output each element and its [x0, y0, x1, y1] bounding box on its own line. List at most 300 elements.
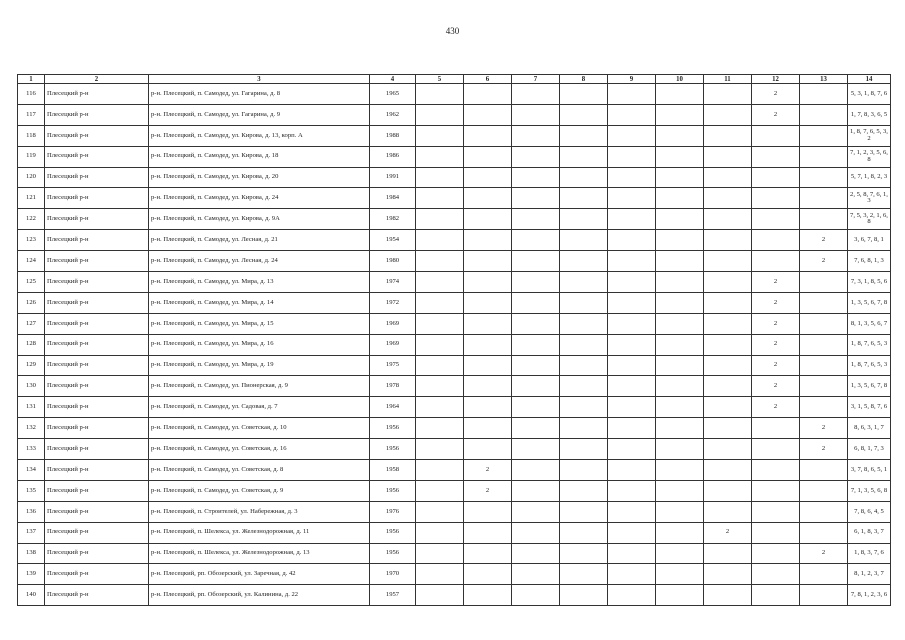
cell-col-12: 2: [752, 84, 800, 105]
cell-year: 1984: [370, 188, 416, 209]
cell-col-11: [704, 251, 752, 272]
cell-col-13: [800, 188, 848, 209]
cell-col-7: [512, 501, 560, 522]
table-row: [18, 397, 891, 418]
cell-year: 1956: [370, 543, 416, 564]
cell-address: р-н. Плесецкий, рп. Обозерский, ул. Калинина, д. 22: [149, 585, 370, 606]
cell-col-8: [560, 522, 608, 543]
cell-col-12: [752, 125, 800, 146]
cell-col-9: [608, 84, 656, 105]
cell-col-6: [464, 272, 512, 293]
cell-col-5: [416, 480, 464, 501]
cell-col-11: [704, 418, 752, 439]
cell-col-8: [560, 439, 608, 460]
cell-col-10: [656, 104, 704, 125]
cell-col-14: 1, 8, 7, 6, 5, 3: [848, 334, 891, 355]
cell-col-13: [800, 292, 848, 313]
cell-col-14: 7, 3, 1, 8, 5, 6: [848, 272, 891, 293]
cell-district: Плесецкий р-н: [45, 460, 149, 481]
cell-col-13: 2: [800, 230, 848, 251]
column-header-9: 9: [608, 75, 656, 84]
column-header-12: 12: [752, 75, 800, 84]
cell-address: р-н. Плесецкий, п. Самодед, ул. Кирова, д. 24: [149, 188, 370, 209]
cell-row-number: 127: [18, 313, 45, 334]
cell-year: 1965: [370, 84, 416, 105]
cell-col-12: [752, 230, 800, 251]
cell-col-11: [704, 376, 752, 397]
cell-col-14: 3, 1, 5, 8, 7, 6: [848, 397, 891, 418]
cell-col-11: [704, 543, 752, 564]
cell-row-number: 122: [18, 209, 45, 230]
cell-row-number: 116: [18, 84, 45, 105]
cell-col-9: [608, 397, 656, 418]
table-row: [18, 313, 891, 334]
cell-row-number: 118: [18, 125, 45, 146]
cell-col-14: 7, 8, 1, 2, 3, 6: [848, 585, 891, 606]
cell-col-5: [416, 397, 464, 418]
cell-year: 1956: [370, 418, 416, 439]
cell-col-12: 2: [752, 313, 800, 334]
cell-col-9: [608, 104, 656, 125]
cell-col-5: [416, 501, 464, 522]
cell-col-13: 2: [800, 251, 848, 272]
cell-col-5: [416, 439, 464, 460]
column-header-5: 5: [416, 75, 464, 84]
cell-col-11: [704, 167, 752, 188]
table-row: [18, 209, 891, 230]
cell-year: 1980: [370, 251, 416, 272]
cell-col-9: [608, 334, 656, 355]
cell-col-12: 2: [752, 292, 800, 313]
cell-col-14: 1, 8, 3, 7, 6: [848, 543, 891, 564]
cell-year: 1969: [370, 334, 416, 355]
cell-row-number: 137: [18, 522, 45, 543]
table-row: [18, 418, 891, 439]
cell-year: 1969: [370, 313, 416, 334]
table-row: [18, 230, 891, 251]
cell-col-11: [704, 146, 752, 167]
cell-col-11: [704, 230, 752, 251]
cell-col-8: [560, 272, 608, 293]
cell-address: р-н. Плесецкий, п. Самодед, ул. Гагарина, д. 9: [149, 104, 370, 125]
cell-col-9: [608, 564, 656, 585]
cell-col-6: [464, 104, 512, 125]
cell-col-5: [416, 355, 464, 376]
cell-col-9: [608, 480, 656, 501]
column-header-10: 10: [656, 75, 704, 84]
cell-col-5: [416, 167, 464, 188]
cell-district: Плесецкий р-н: [45, 355, 149, 376]
cell-col-13: [800, 167, 848, 188]
cell-col-8: [560, 104, 608, 125]
cell-col-13: [800, 125, 848, 146]
cell-year: 1991: [370, 167, 416, 188]
cell-col-14: 7, 5, 3, 2, 1, 6, 8: [848, 209, 891, 230]
cell-col-13: 2: [800, 439, 848, 460]
cell-col-11: [704, 209, 752, 230]
cell-col-5: [416, 272, 464, 293]
cell-col-8: [560, 480, 608, 501]
table-row: [18, 146, 891, 167]
column-header-4: 4: [370, 75, 416, 84]
cell-col-9: [608, 460, 656, 481]
cell-col-7: [512, 272, 560, 293]
table-row: [18, 104, 891, 125]
cell-col-8: [560, 251, 608, 272]
cell-col-6: [464, 564, 512, 585]
cell-district: Плесецкий р-н: [45, 84, 149, 105]
cell-col-7: [512, 251, 560, 272]
cell-col-13: [800, 313, 848, 334]
cell-row-number: 138: [18, 543, 45, 564]
cell-col-7: [512, 355, 560, 376]
column-header-7: 7: [512, 75, 560, 84]
cell-col-11: [704, 313, 752, 334]
table-row: [18, 188, 891, 209]
cell-year: 1956: [370, 522, 416, 543]
cell-col-14: 7, 1, 2, 3, 5, 6, 8: [848, 146, 891, 167]
cell-col-12: [752, 188, 800, 209]
cell-col-8: [560, 564, 608, 585]
cell-col-13: [800, 146, 848, 167]
cell-col-6: [464, 418, 512, 439]
cell-address: р-н. Плесецкий, п. Самодед, ул. Мира, д. 16: [149, 334, 370, 355]
cell-col-5: [416, 230, 464, 251]
cell-row-number: 119: [18, 146, 45, 167]
table-row: [18, 167, 891, 188]
table-row: [18, 334, 891, 355]
cell-col-14: 8, 6, 3, 1, 7: [848, 418, 891, 439]
cell-col-14: 6, 1, 8, 3, 7: [848, 522, 891, 543]
cell-row-number: 130: [18, 376, 45, 397]
cell-col-6: [464, 209, 512, 230]
table-row: [18, 125, 891, 146]
cell-col-10: [656, 188, 704, 209]
page-number: 430: [445, 26, 460, 36]
cell-col-7: [512, 522, 560, 543]
cell-district: Плесецкий р-н: [45, 125, 149, 146]
cell-district: Плесецкий р-н: [45, 146, 149, 167]
table-row: [18, 84, 891, 105]
cell-col-12: [752, 251, 800, 272]
cell-col-5: [416, 334, 464, 355]
cell-col-9: [608, 585, 656, 606]
cell-district: Плесецкий р-н: [45, 272, 149, 293]
table-row: [18, 251, 891, 272]
cell-col-5: [416, 125, 464, 146]
cell-col-10: [656, 251, 704, 272]
cell-col-7: [512, 334, 560, 355]
cell-col-6: [464, 146, 512, 167]
table-row: [18, 522, 891, 543]
cell-row-number: 123: [18, 230, 45, 251]
cell-col-8: [560, 418, 608, 439]
cell-address: р-н. Плесецкий, п. Самодед, ул. Пионерская, д. 9: [149, 376, 370, 397]
cell-col-6: [464, 167, 512, 188]
cell-col-14: 7, 8, 6, 4, 5: [848, 501, 891, 522]
cell-col-6: 2: [464, 460, 512, 481]
cell-col-6: [464, 292, 512, 313]
cell-col-5: [416, 292, 464, 313]
cell-col-14: 7, 1, 3, 5, 6, 8: [848, 480, 891, 501]
column-header-13: 13: [800, 75, 848, 84]
cell-col-8: [560, 355, 608, 376]
column-header-2: 2: [45, 75, 149, 84]
cell-col-8: [560, 543, 608, 564]
cell-col-7: [512, 397, 560, 418]
cell-address: р-н. Плесецкий, п. Самодед, ул. Кирова, д. 20: [149, 167, 370, 188]
cell-col-7: [512, 418, 560, 439]
cell-year: 1956: [370, 480, 416, 501]
column-header-6: 6: [464, 75, 512, 84]
cell-year: 1958: [370, 460, 416, 481]
cell-col-7: [512, 104, 560, 125]
cell-col-7: [512, 84, 560, 105]
cell-col-9: [608, 188, 656, 209]
table-header-row: [18, 75, 891, 84]
cell-col-8: [560, 188, 608, 209]
cell-col-12: [752, 522, 800, 543]
cell-col-8: [560, 292, 608, 313]
table-row: [18, 501, 891, 522]
data-table: [17, 74, 891, 606]
cell-col-13: [800, 209, 848, 230]
cell-year: 1986: [370, 146, 416, 167]
cell-col-6: [464, 439, 512, 460]
cell-row-number: 135: [18, 480, 45, 501]
cell-col-10: [656, 564, 704, 585]
cell-col-14: 5, 7, 1, 8, 2, 3: [848, 167, 891, 188]
cell-row-number: 120: [18, 167, 45, 188]
cell-col-6: [464, 230, 512, 251]
cell-col-5: [416, 460, 464, 481]
cell-col-7: [512, 376, 560, 397]
cell-col-9: [608, 355, 656, 376]
cell-col-11: [704, 272, 752, 293]
cell-col-9: [608, 125, 656, 146]
table-body: [18, 84, 891, 606]
table-row: [18, 355, 891, 376]
column-header-3: 3: [149, 75, 370, 84]
cell-address: р-н. Плесецкий, п. Самодед, ул. Садовая, д. 7: [149, 397, 370, 418]
cell-col-14: 3, 7, 8, 6, 5, 1: [848, 460, 891, 481]
cell-address: р-н. Плесецкий, п. Самодед, ул. Советская, д. 10: [149, 418, 370, 439]
cell-col-14: 5, 3, 1, 8, 7, 6: [848, 84, 891, 105]
cell-district: Плесецкий р-н: [45, 585, 149, 606]
cell-col-6: [464, 376, 512, 397]
cell-col-12: 2: [752, 397, 800, 418]
cell-col-13: [800, 376, 848, 397]
cell-col-8: [560, 585, 608, 606]
cell-col-12: [752, 460, 800, 481]
cell-year: 1988: [370, 125, 416, 146]
cell-col-14: 2, 5, 8, 7, 6, 1, 3: [848, 188, 891, 209]
cell-col-7: [512, 585, 560, 606]
cell-col-6: [464, 355, 512, 376]
cell-col-7: [512, 146, 560, 167]
cell-col-7: [512, 439, 560, 460]
cell-col-10: [656, 84, 704, 105]
cell-col-9: [608, 501, 656, 522]
table-row: [18, 585, 891, 606]
cell-col-5: [416, 522, 464, 543]
cell-col-13: [800, 84, 848, 105]
cell-col-11: [704, 125, 752, 146]
cell-row-number: 129: [18, 355, 45, 376]
cell-col-12: 2: [752, 334, 800, 355]
cell-col-7: [512, 188, 560, 209]
cell-district: Плесецкий р-н: [45, 522, 149, 543]
cell-col-12: [752, 439, 800, 460]
cell-row-number: 121: [18, 188, 45, 209]
cell-col-5: [416, 543, 464, 564]
cell-col-5: [416, 209, 464, 230]
cell-row-number: 117: [18, 104, 45, 125]
column-header-1: 1: [18, 75, 45, 84]
cell-address: р-н. Плесецкий, п. Самодед, ул. Мира, д. 13: [149, 272, 370, 293]
cell-col-8: [560, 167, 608, 188]
cell-col-7: [512, 480, 560, 501]
cell-col-10: [656, 439, 704, 460]
cell-col-6: [464, 397, 512, 418]
cell-row-number: 131: [18, 397, 45, 418]
table-row: [18, 439, 891, 460]
cell-address: р-н. Плесецкий, п. Шелексa, ул. Железнодорожная, д. 13: [149, 543, 370, 564]
cell-row-number: 125: [18, 272, 45, 293]
cell-col-12: [752, 146, 800, 167]
cell-col-7: [512, 543, 560, 564]
cell-address: р-н. Плесецкий, п. Самодед, ул. Мира, д. 15: [149, 313, 370, 334]
cell-district: Плесецкий р-н: [45, 543, 149, 564]
cell-col-11: [704, 585, 752, 606]
cell-col-5: [416, 376, 464, 397]
cell-row-number: 134: [18, 460, 45, 481]
cell-year: 1976: [370, 501, 416, 522]
cell-col-10: [656, 313, 704, 334]
cell-year: 1954: [370, 230, 416, 251]
cell-col-14: 1, 8, 7, 6, 5, 3: [848, 355, 891, 376]
cell-col-13: [800, 355, 848, 376]
cell-address: р-н. Плесецкий, п. Самодед, ул. Кирова, д. 18: [149, 146, 370, 167]
cell-year: 1964: [370, 397, 416, 418]
cell-col-12: [752, 167, 800, 188]
cell-col-12: [752, 209, 800, 230]
table-row: [18, 272, 891, 293]
cell-col-7: [512, 230, 560, 251]
cell-col-8: [560, 84, 608, 105]
cell-col-8: [560, 313, 608, 334]
cell-address: р-н. Плесецкий, п. Самодед, ул. Советская, д. 9: [149, 480, 370, 501]
cell-col-13: [800, 460, 848, 481]
cell-address: р-н. Плесецкий, п. Шелексa, ул. Железнодорожная, д. 11: [149, 522, 370, 543]
cell-col-12: 2: [752, 272, 800, 293]
table-row: [18, 460, 891, 481]
cell-col-10: [656, 209, 704, 230]
cell-col-11: [704, 334, 752, 355]
cell-col-13: [800, 522, 848, 543]
cell-col-6: [464, 585, 512, 606]
cell-col-14: 7, 6, 8, 1, 3: [848, 251, 891, 272]
cell-col-12: 2: [752, 104, 800, 125]
cell-district: Плесецкий р-н: [45, 397, 149, 418]
cell-col-9: [608, 522, 656, 543]
table-row: [18, 292, 891, 313]
cell-col-9: [608, 272, 656, 293]
cell-year: 1974: [370, 272, 416, 293]
cell-district: Плесецкий р-н: [45, 501, 149, 522]
cell-district: Плесецкий р-н: [45, 313, 149, 334]
cell-col-13: [800, 272, 848, 293]
cell-col-9: [608, 376, 656, 397]
cell-year: 1962: [370, 104, 416, 125]
cell-col-8: [560, 146, 608, 167]
cell-address: р-н. Плесецкий, рп. Обозерский, ул. Заречная, д. 42: [149, 564, 370, 585]
cell-col-10: [656, 272, 704, 293]
cell-district: Плесецкий р-н: [45, 209, 149, 230]
cell-row-number: 133: [18, 439, 45, 460]
cell-col-14: 3, 6, 7, 8, 1: [848, 230, 891, 251]
cell-col-12: [752, 501, 800, 522]
cell-col-12: [752, 418, 800, 439]
cell-col-13: 2: [800, 418, 848, 439]
cell-col-5: [416, 418, 464, 439]
cell-col-8: [560, 334, 608, 355]
cell-col-7: [512, 313, 560, 334]
cell-col-10: [656, 334, 704, 355]
cell-col-13: [800, 397, 848, 418]
cell-col-6: [464, 251, 512, 272]
cell-col-9: [608, 543, 656, 564]
cell-col-11: 2: [704, 522, 752, 543]
cell-district: Плесецкий р-н: [45, 334, 149, 355]
cell-district: Плесецкий р-н: [45, 230, 149, 251]
cell-col-12: [752, 480, 800, 501]
cell-address: р-н. Плесецкий, п. Самодед, ул. Мира, д. 14: [149, 292, 370, 313]
cell-col-8: [560, 397, 608, 418]
cell-district: Плесецкий р-н: [45, 376, 149, 397]
cell-col-11: [704, 460, 752, 481]
cell-col-12: [752, 585, 800, 606]
cell-col-14: 1, 3, 5, 6, 7, 8: [848, 376, 891, 397]
cell-col-10: [656, 501, 704, 522]
cell-district: Плесецкий р-н: [45, 418, 149, 439]
cell-col-11: [704, 188, 752, 209]
cell-row-number: 139: [18, 564, 45, 585]
cell-col-13: [800, 564, 848, 585]
cell-col-9: [608, 418, 656, 439]
cell-col-14: 1, 3, 5, 6, 7, 8: [848, 292, 891, 313]
cell-col-8: [560, 501, 608, 522]
cell-year: 1975: [370, 355, 416, 376]
cell-district: Плесецкий р-н: [45, 439, 149, 460]
column-header-8: 8: [560, 75, 608, 84]
cell-col-5: [416, 251, 464, 272]
cell-col-14: 1, 8, 7, 6, 5, 3, 2: [848, 125, 891, 146]
table-row: [18, 480, 891, 501]
cell-district: Плесецкий р-н: [45, 251, 149, 272]
cell-row-number: 140: [18, 585, 45, 606]
cell-address: р-н. Плесецкий, п. Самодед, ул. Советская, д. 8: [149, 460, 370, 481]
cell-col-5: [416, 564, 464, 585]
cell-col-6: [464, 313, 512, 334]
table-row: [18, 564, 891, 585]
cell-col-10: [656, 167, 704, 188]
cell-col-9: [608, 146, 656, 167]
cell-col-13: [800, 585, 848, 606]
cell-year: 1970: [370, 564, 416, 585]
cell-col-6: [464, 522, 512, 543]
cell-col-13: 2: [800, 543, 848, 564]
